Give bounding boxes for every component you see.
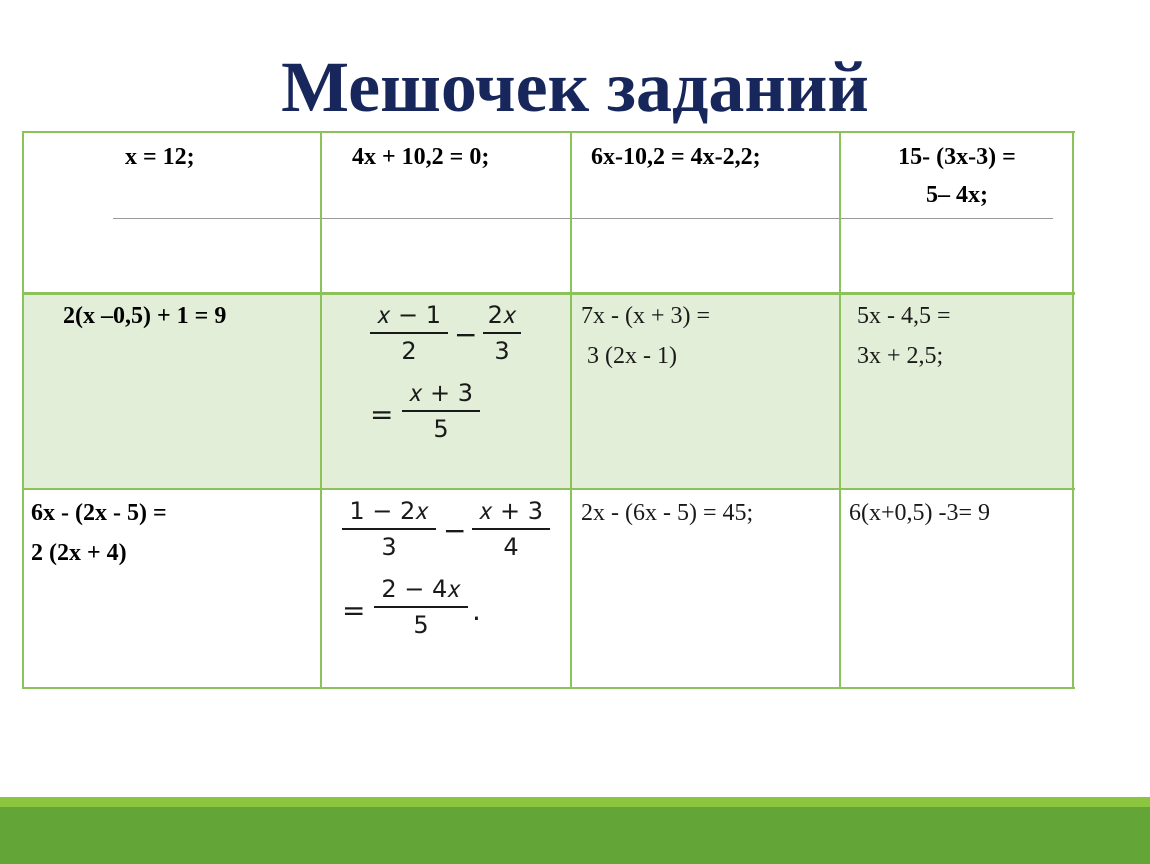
task-r2c4-line1: 5х - 4,5 = (857, 303, 951, 329)
fraction (370, 300, 448, 366)
footer-stripe (0, 797, 1150, 807)
row1-inner-divider (113, 218, 1053, 219)
denominator: 4 (503, 533, 519, 561)
equals-sign: = (370, 398, 394, 431)
page-title: Мешочек заданий (281, 47, 869, 127)
task-r3c1-line2: 2 (2х + 4) (31, 540, 127, 566)
task-r1c3: 6х-10,2 = 4х-2,2; (591, 144, 761, 170)
footer-bar (0, 807, 1150, 864)
denominator: 2 (401, 337, 417, 365)
task-r2c4-line2: 3х + 2,5; (857, 343, 944, 369)
col-divider-1 (320, 131, 322, 689)
fraction-bar (342, 528, 436, 530)
task-r1c1: х = 12; (125, 144, 195, 170)
numerator: 2𝑥 (487, 301, 517, 329)
denominator: 5 (413, 611, 429, 639)
row2-bottom-border (22, 488, 1075, 490)
denominator: 3 (494, 337, 510, 365)
fraction (342, 496, 436, 562)
task-r3c3: 2х - (6х - 5) = 45; (581, 500, 754, 526)
fraction (374, 574, 468, 640)
fraction-bar (483, 332, 521, 334)
fraction-bar (402, 410, 480, 412)
numerator: 𝑥 + 3 (408, 379, 473, 407)
fraction (402, 378, 480, 444)
fraction (483, 300, 521, 366)
denominator: 3 (381, 533, 397, 561)
task-r1c4-line1: 15- (3х-3) = (898, 144, 1016, 170)
task-r3c1-line1: 6х - (2х - 5) = (31, 500, 167, 526)
task-r2c3-line2: 3 (2х - 1) (581, 343, 677, 369)
numerator: 𝑥 + 3 (478, 497, 543, 525)
numerator: 1 − 2𝑥 (349, 497, 429, 525)
fraction-bar (472, 528, 550, 530)
minus-sign: − (454, 318, 478, 351)
fraction-bar (374, 606, 468, 608)
table-top-border (22, 131, 1075, 133)
table-left-border (22, 131, 24, 689)
row1-bottom-border (22, 292, 1075, 295)
denominator: 5 (433, 415, 449, 443)
equals-sign: = (342, 594, 366, 627)
task-r1c4-line2: 5– 4х; (926, 182, 988, 208)
col-divider-3 (839, 131, 841, 689)
task-r1c2: 4х + 10,2 = 0; (352, 144, 490, 170)
task-r3c4: 6(х+0,5) -3= 9 (849, 500, 991, 526)
task-r2c3-line1: 7х - (х + 3) = (581, 303, 711, 329)
numerator: 2 − 4𝑥 (381, 575, 461, 603)
task-r2c1: 2(х –0,5) + 1 = 9 (63, 303, 227, 329)
col-divider-2 (570, 131, 572, 689)
numerator: 𝑥 − 1 (376, 301, 441, 329)
table-right-border (1072, 131, 1074, 689)
period: . (472, 594, 481, 627)
table-bottom-border (22, 687, 1075, 689)
fraction-bar (370, 332, 448, 334)
fraction (472, 496, 550, 562)
minus-sign: − (443, 514, 467, 547)
